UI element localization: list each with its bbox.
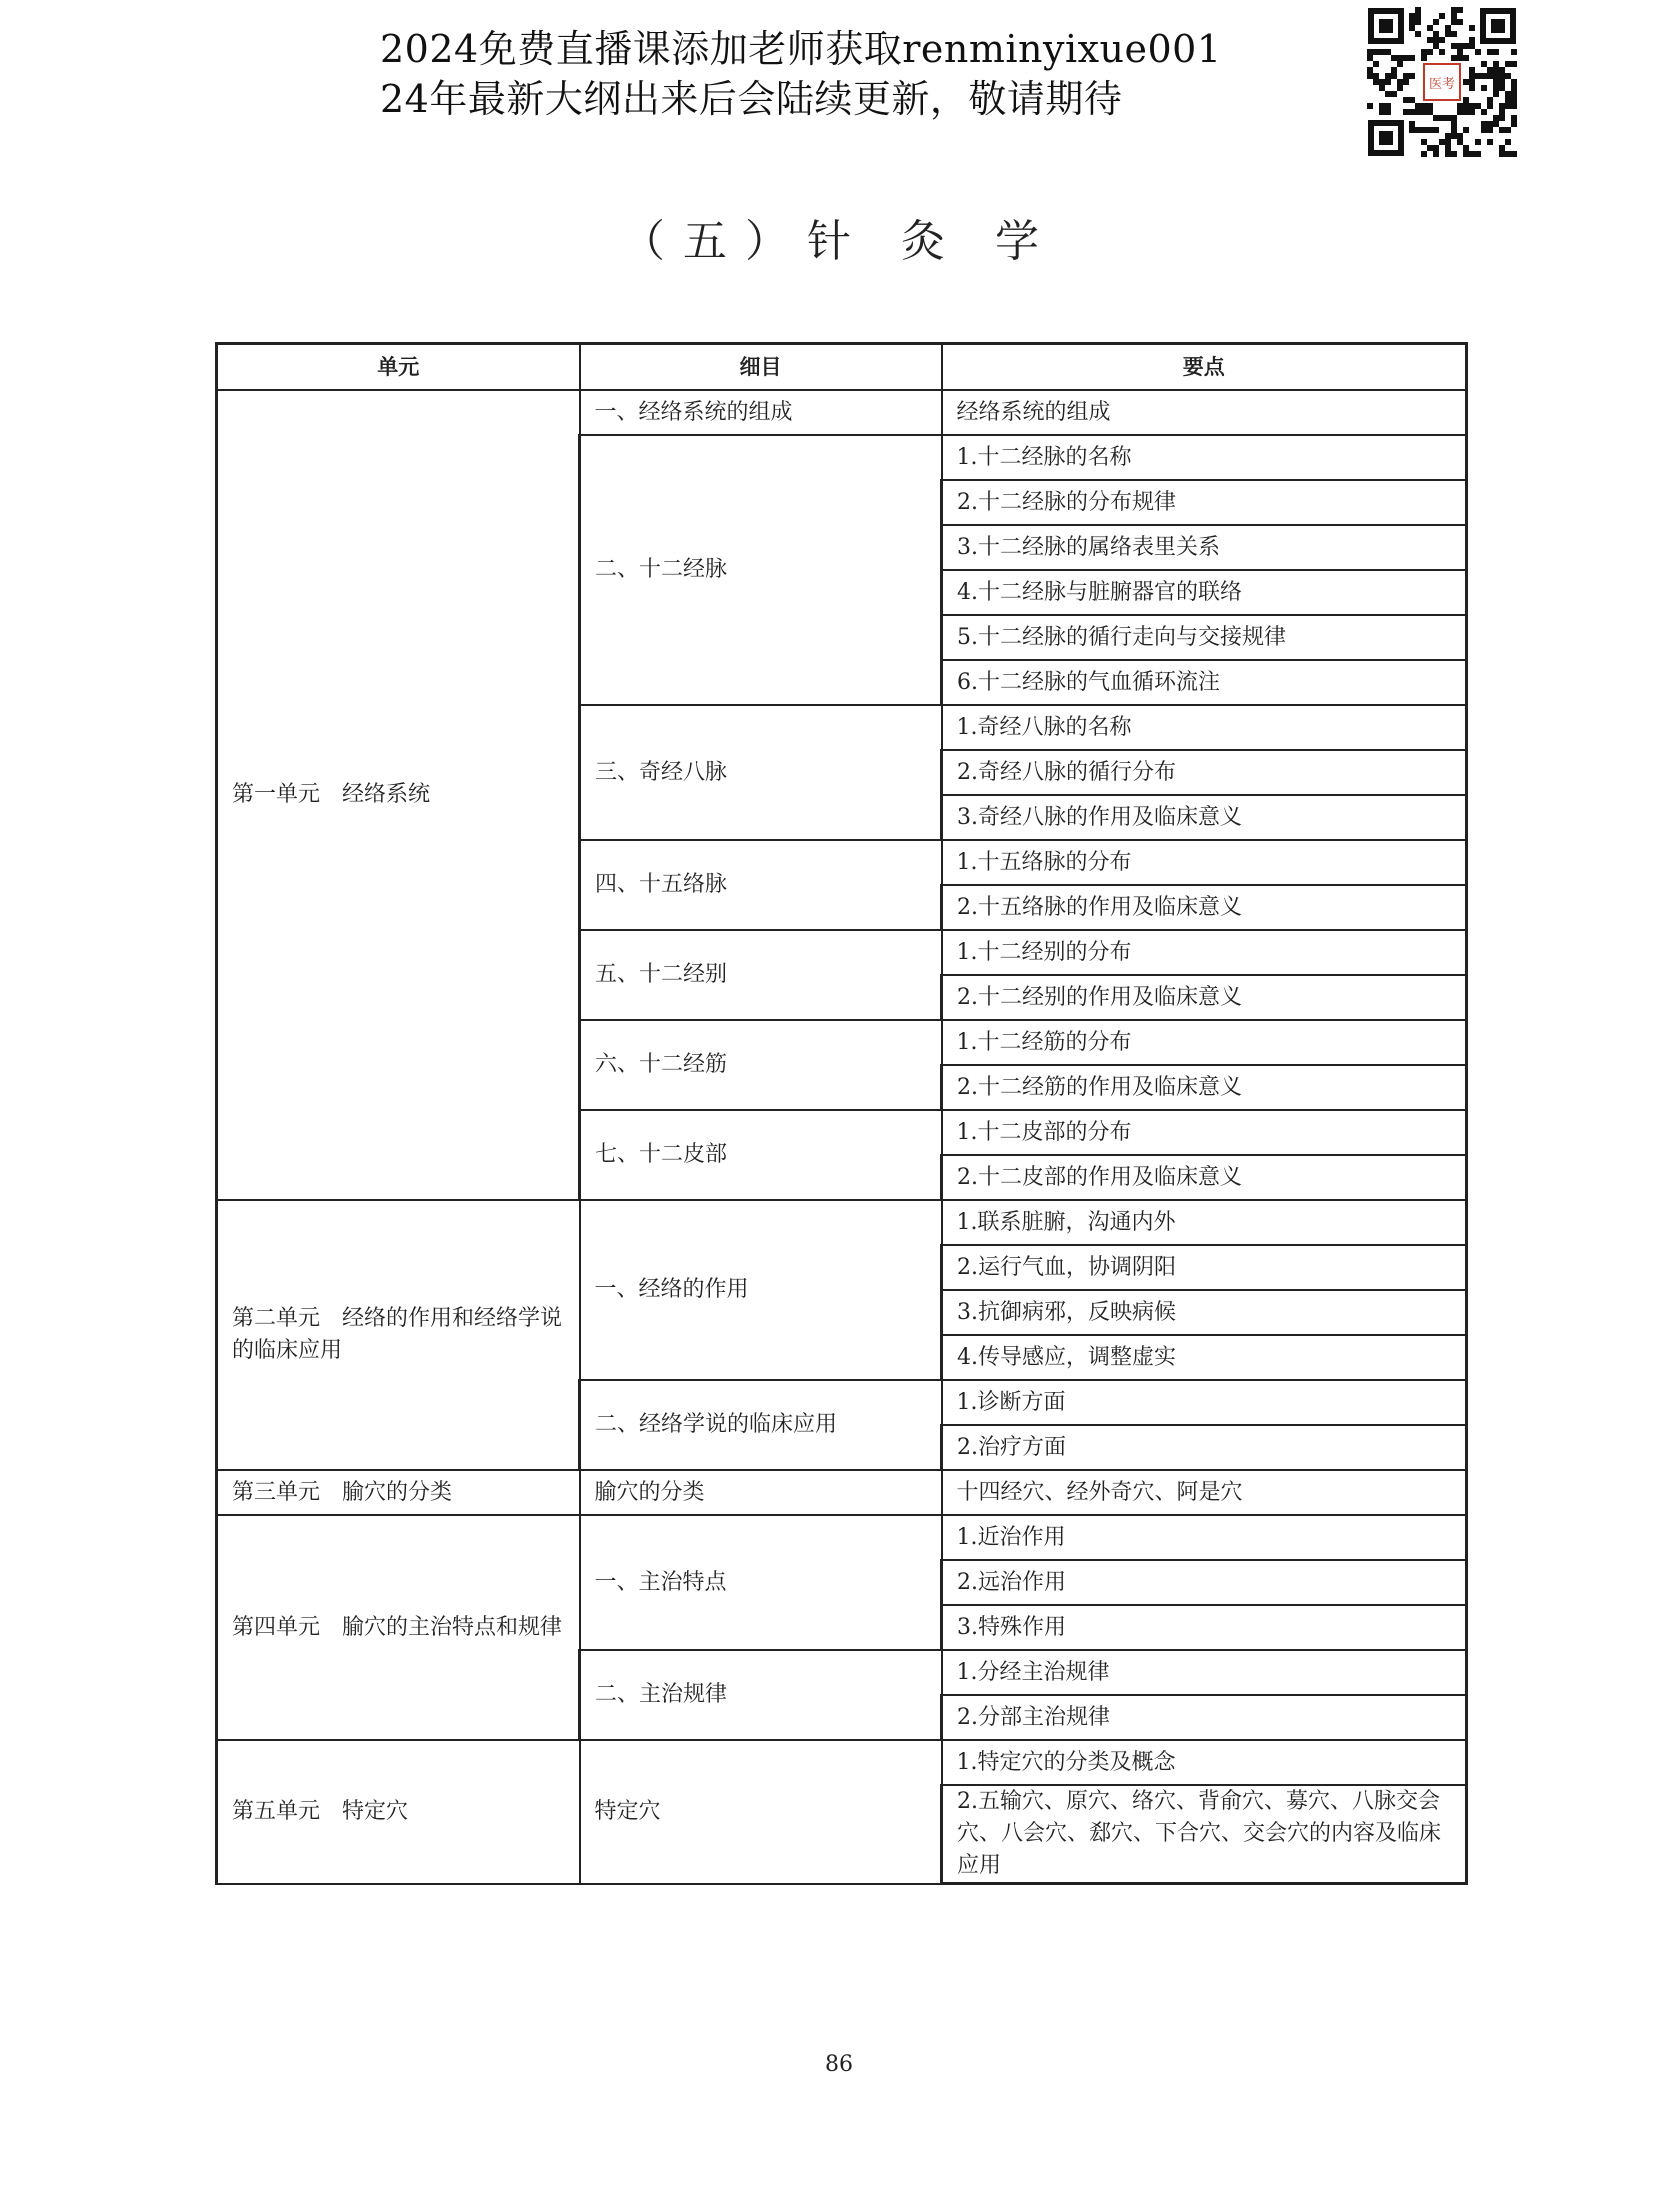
point-cell: 5.十二经脉的循行走向与交接规律 (942, 615, 1467, 660)
qr-code-icon (1364, 4, 1520, 160)
point-cell: 1.诊断方面 (942, 1380, 1467, 1425)
qr-logo-label: 医考 (1428, 77, 1456, 92)
point-cell: 1.十五络脉的分布 (942, 840, 1467, 885)
header-item: 细目 (580, 344, 942, 391)
item-cell: 三、奇经八脉 (580, 705, 942, 840)
item-cell: 一、主治特点 (580, 1515, 942, 1650)
point-cell: 4.十二经脉与脏腑器官的联络 (942, 570, 1467, 615)
point-cell: 2.十五络脉的作用及临床意义 (942, 885, 1467, 930)
item-cell: 一、经络的作用 (580, 1200, 942, 1380)
table-row (217, 1740, 1467, 1785)
point-cell: 3.抗御病邪，反映病候 (942, 1290, 1467, 1335)
point-cell: 4.传导感应，调整虚实 (942, 1335, 1467, 1380)
header-unit: 单元 (217, 344, 580, 391)
unit-cell: 第三单元 腧穴的分类 (217, 1470, 580, 1515)
point-cell: 2.十二经筋的作用及临床意义 (942, 1065, 1467, 1110)
promo-banner (380, 24, 1222, 124)
point-cell: 1.十二皮部的分布 (942, 1110, 1467, 1155)
table-row (217, 1515, 1467, 1560)
point-cell: 经络系统的组成 (942, 390, 1467, 435)
point-cell: 3.十二经脉的属络表里关系 (942, 525, 1467, 570)
table-row (217, 1200, 1467, 1245)
point-cell: 1.奇经八脉的名称 (942, 705, 1467, 750)
item-cell: 七、十二皮部 (580, 1110, 942, 1200)
point-cell: 2.奇经八脉的循行分布 (942, 750, 1467, 795)
point-cell: 2.分部主治规律 (942, 1695, 1467, 1740)
point-cell: 2.五输穴、原穴、络穴、背俞穴、募穴、八脉交会穴、八会穴、郄穴、下合穴、交会穴的内容及临床应用 (942, 1785, 1467, 1884)
promo-line-2: 24年最新大纲出来后会陆续更新，敬请期待 (380, 77, 1123, 121)
table-row (217, 1470, 1467, 1515)
point-cell: 6.十二经脉的气血循环流注 (942, 660, 1467, 705)
point-cell: 3.奇经八脉的作用及临床意义 (942, 795, 1467, 840)
item-cell: 一、经络系统的组成 (580, 390, 942, 435)
point-cell: 1.十二经脉的名称 (942, 435, 1467, 480)
point-cell: 2.治疗方面 (942, 1425, 1467, 1470)
unit-cell: 第二单元 经络的作用和经络学说的临床应用 (217, 1200, 580, 1470)
point-cell: 1.分经主治规律 (942, 1650, 1467, 1695)
point-cell: 2.运行气血，协调阴阳 (942, 1245, 1467, 1290)
point-cell: 1.近治作用 (942, 1515, 1467, 1560)
point-cell: 2.远治作用 (942, 1560, 1467, 1605)
item-cell: 二、主治规律 (580, 1650, 942, 1740)
point-cell: 1.联系脏腑，沟通内外 (942, 1200, 1467, 1245)
point-cell: 2.十二经脉的分布规律 (942, 480, 1467, 525)
page-title: （五）针 灸 学 (621, 216, 1057, 267)
item-cell: 腧穴的分类 (580, 1470, 942, 1515)
point-cell: 十四经穴、经外奇穴、阿是穴 (942, 1470, 1467, 1515)
table-row (217, 390, 1467, 435)
promo-line-1: 2024免费直播课添加老师获取renminyixue001 (380, 27, 1222, 71)
point-cell: 1.十二经筋的分布 (942, 1020, 1467, 1065)
unit-cell: 第四单元 腧穴的主治特点和规律 (217, 1515, 580, 1740)
syllabus-table (215, 342, 1468, 1885)
point-cell: 3.特殊作用 (942, 1605, 1467, 1650)
page-number: 86 (825, 2052, 853, 2077)
item-cell: 二、十二经脉 (580, 435, 942, 705)
point-cell: 1.十二经别的分布 (942, 930, 1467, 975)
unit-cell: 第五单元 特定穴 (217, 1740, 580, 1884)
item-cell: 二、经络学说的临床应用 (580, 1380, 942, 1470)
point-cell: 2.十二皮部的作用及临床意义 (942, 1155, 1467, 1200)
item-cell: 四、十五络脉 (580, 840, 942, 930)
item-cell: 五、十二经别 (580, 930, 942, 1020)
table-header-row (217, 344, 1467, 391)
point-cell: 2.十二经别的作用及临床意义 (942, 975, 1467, 1020)
item-cell: 六、十二经筋 (580, 1020, 942, 1110)
unit-cell: 第一单元 经络系统 (217, 390, 580, 1200)
item-cell: 特定穴 (580, 1740, 942, 1884)
point-cell: 1.特定穴的分类及概念 (942, 1740, 1467, 1785)
header-point: 要点 (942, 344, 1467, 391)
